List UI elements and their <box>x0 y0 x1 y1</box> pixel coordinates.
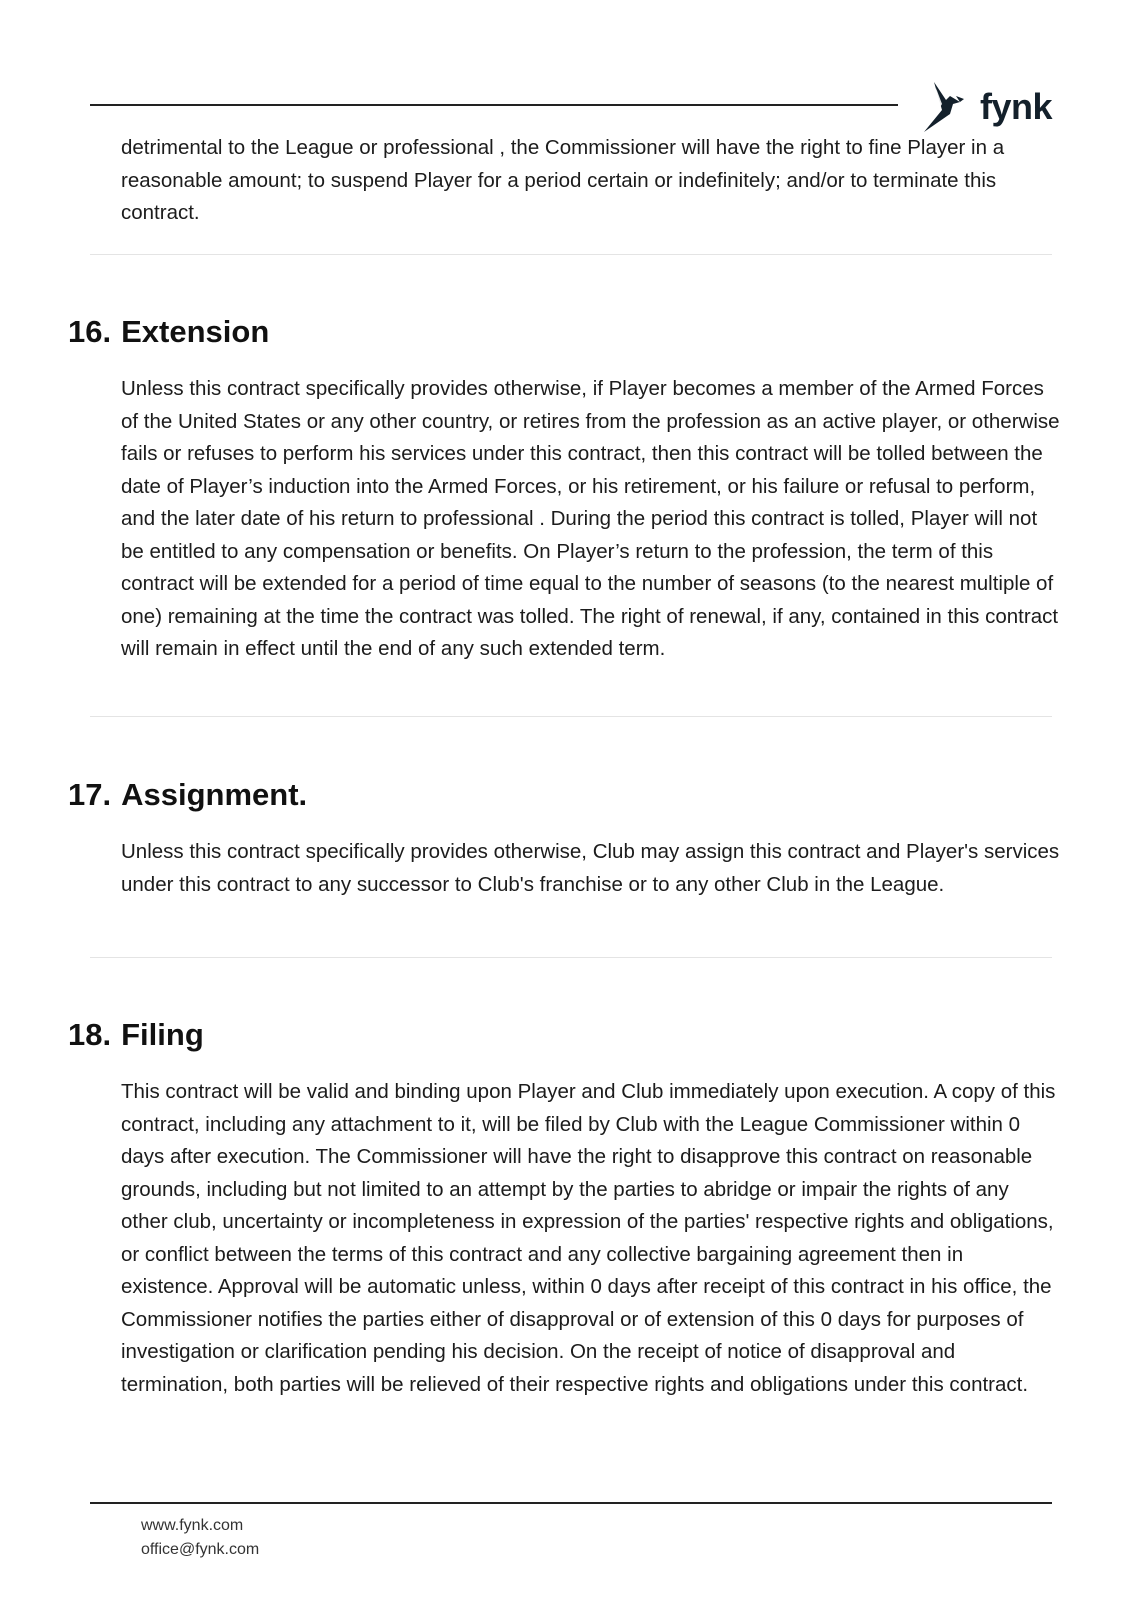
fynk-bird-logo-icon <box>920 80 974 134</box>
intro-paragraph: detrimental to the League or professional , the Commissioner will have the right to fine Player in a reasonable amount; to suspend Player for a period certain or indefinitely; and/or to terminate this contract. <box>121 136 1005 224</box>
fynk-logo <box>920 80 1052 134</box>
footer-divider <box>90 1502 1052 1504</box>
section-body-assignment: Unless this contract specifically provides otherwise, Club may assign this contract and Player's services under this contract to any successor to Club's franchise or to any other Club in the League. <box>121 840 1060 896</box>
section-number: 17. <box>68 777 112 812</box>
section-body-extension: Unless this contract specifically provides otherwise, if Player becomes a member of the Armed Forces of the United States or any other country, or retires from the profession as an active player, or otherwise fails or refuses to perform his services under this contract, then this contract will be tolled between the date of Player’s induction into the Armed Forces, or his retirement, or his failure or refusal to perform, and the later date of his return to professional . During the period this contract is tolled, Player will not be entitled to any compensation or benefits. On Player’s return to the profession, the term of this contract will be extended for a period of time equal to the number of seasons (to the nearest multiple of one) remaining at the time the contract was tolled. The right of renewal, if any, contained in this contract will remain in effect until the end of any such extended term. <box>121 377 1060 660</box>
footer-website-link[interactable]: www.fynk.com <box>141 1517 244 1534</box>
section-heading-filing <box>68 1019 204 1050</box>
section-title: Extension <box>121 314 270 349</box>
section-divider <box>90 716 1052 717</box>
section-number: 18. <box>68 1017 112 1052</box>
section-title: Assignment. <box>121 777 308 812</box>
section-heading-extension <box>68 316 269 347</box>
logo-text: fynk <box>980 86 1053 127</box>
section-heading-assignment <box>68 779 307 810</box>
section-number: 16. <box>68 314 112 349</box>
footer <box>141 1514 259 1562</box>
section-divider <box>90 254 1052 255</box>
section-divider <box>90 957 1052 958</box>
section-body-filing: This contract will be valid and binding upon Player and Club immediately upon execution. A copy of this contract, including any attachment to it, will be filed by Club with the League Commissioner within 0 days after execution. The Commissioner will have the right to disapprove this contract on reasonable grounds, including but not limited to an attempt by the parties to abridge or impair the rights of any other club, uncertainty or incompleteness in expression of the parties' respective rights and obligations, or conflict between the terms of this contract and any collective bargaining agreement then in existence. Approval will be automatic unless, within 0 days after receipt of this contract in his office, the Commissioner notifies the parties either of disapproval or of extension of this 0 days for purposes of investigation or clarification pending his decision. On the receipt of notice of disapproval and termination, both parties will be relieved of their respective rights and obligations under this contract. <box>121 1080 1056 1396</box>
footer-email-link[interactable]: office@fynk.com <box>141 1541 260 1558</box>
header-divider <box>90 104 898 106</box>
section-title: Filing <box>121 1017 204 1052</box>
